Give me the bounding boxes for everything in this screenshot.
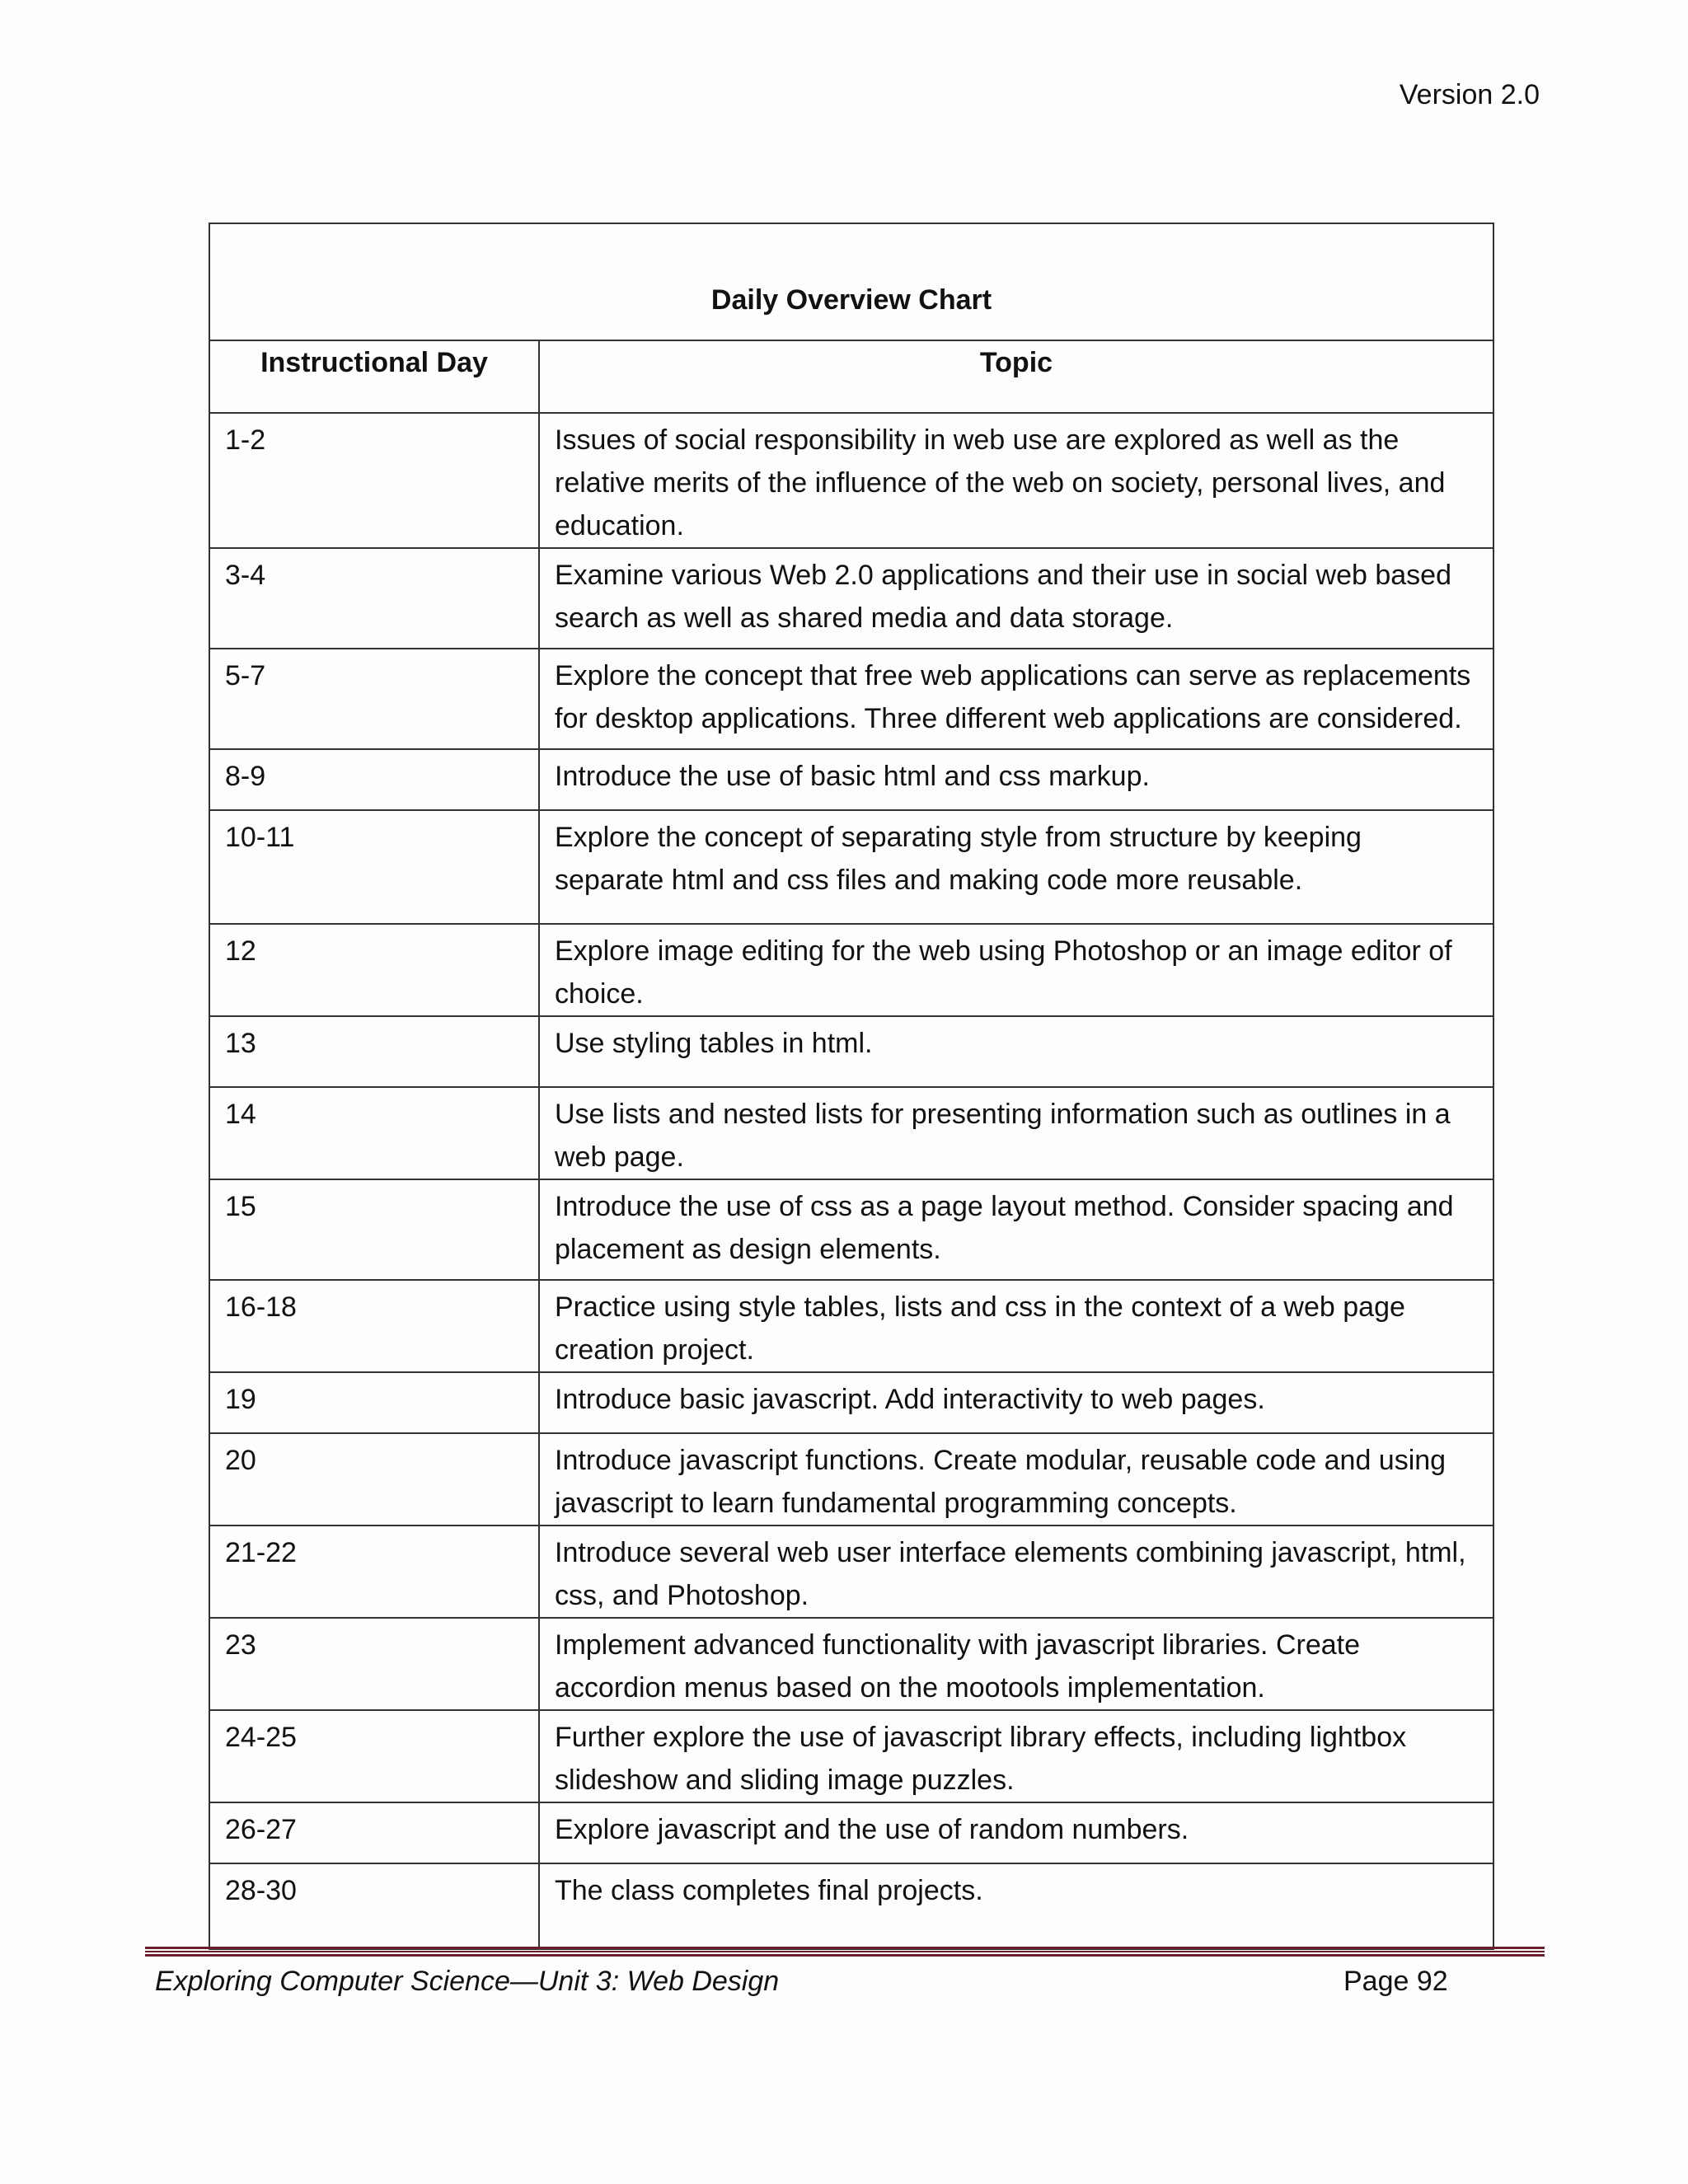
day-cell: 23 [209,1618,539,1710]
topic-cell: Further explore the use of javascript library effects, including lightbox slideshow and sliding image puzzles. [539,1710,1493,1802]
topic-cell: Implement advanced functionality with javascript libraries. Create accordion menus based on the mootools implementation. [539,1618,1493,1710]
topic-cell: Examine various Web 2.0 applications and their use in social web based search as well as shared media and data storage. [539,548,1493,649]
table-row [209,1526,1493,1618]
table-row [209,649,1493,749]
day-cell: 12 [209,924,539,1016]
table-row [209,1863,1493,1949]
table-row [209,1372,1493,1433]
table-row [209,749,1493,810]
table-header-row [209,340,1493,413]
topic-cell: Introduce the use of css as a page layout method. Consider spacing and placement as design elements. [539,1179,1493,1280]
daily-overview-table [209,223,1494,1950]
table-row [209,1710,1493,1802]
column-header-topic: Topic [539,340,1493,413]
version-label: Version 2.0 [1399,79,1540,110]
footer-course-title: Exploring Computer Science—Unit 3: Web Design [155,1966,780,1997]
column-header-day: Instructional Day [209,340,539,413]
day-cell: 5-7 [209,649,539,749]
topic-cell: Use styling tables in html. [539,1016,1493,1087]
table-row [209,1087,1493,1179]
table-row [209,1016,1493,1087]
table-title: Daily Overview Chart [209,223,1493,340]
topic-cell: Introduce javascript functions. Create modular, reusable code and using javascript to learn fundamental programming concepts. [539,1433,1493,1526]
day-cell: 28-30 [209,1863,539,1949]
topic-cell: Issues of social responsibility in web use are explored as well as the relative merits of the influence of the web on society, personal lives, and education. [539,413,1493,548]
day-cell: 21-22 [209,1526,539,1618]
day-cell: 24-25 [209,1710,539,1802]
day-cell: 16-18 [209,1280,539,1372]
table-row [209,1179,1493,1280]
table-title-row [209,223,1493,340]
table-row [209,1433,1493,1526]
table-row [209,810,1493,924]
topic-cell: Introduce basic javascript. Add interactivity to web pages. [539,1372,1493,1433]
day-cell: 26-27 [209,1802,539,1863]
footer-page-number: Page 92 [1343,1966,1448,1997]
topic-cell: Explore image editing for the web using Photoshop or an image editor of choice. [539,924,1493,1016]
footer-divider [145,1947,1545,1957]
table-row [209,1618,1493,1710]
table-row [209,548,1493,649]
day-cell: 20 [209,1433,539,1526]
table-row [209,1802,1493,1863]
topic-cell: The class completes final projects. [539,1863,1493,1949]
day-cell: 1-2 [209,413,539,548]
day-cell: 3-4 [209,548,539,649]
day-cell: 15 [209,1179,539,1280]
day-cell: 19 [209,1372,539,1433]
day-cell: 14 [209,1087,539,1179]
day-cell: 8-9 [209,749,539,810]
topic-cell: Explore the concept of separating style from structure by keeping separate html and css files and making code more reusable. [539,810,1493,924]
table-row [209,413,1493,548]
topic-cell: Use lists and nested lists for presenting information such as outlines in a web page. [539,1087,1493,1179]
day-cell: 13 [209,1016,539,1087]
topic-cell: Explore the concept that free web applications can serve as replacements for desktop applications. Three different web applications are considered. [539,649,1493,749]
table-row [209,924,1493,1016]
topic-cell: Practice using style tables, lists and css in the context of a web page creation project. [539,1280,1493,1372]
topic-cell: Introduce several web user interface elements combining javascript, html, css, and Photoshop. [539,1526,1493,1618]
topic-cell: Explore javascript and the use of random numbers. [539,1802,1493,1863]
day-cell: 10-11 [209,810,539,924]
topic-cell: Introduce the use of basic html and css markup. [539,749,1493,810]
table-row [209,1280,1493,1372]
